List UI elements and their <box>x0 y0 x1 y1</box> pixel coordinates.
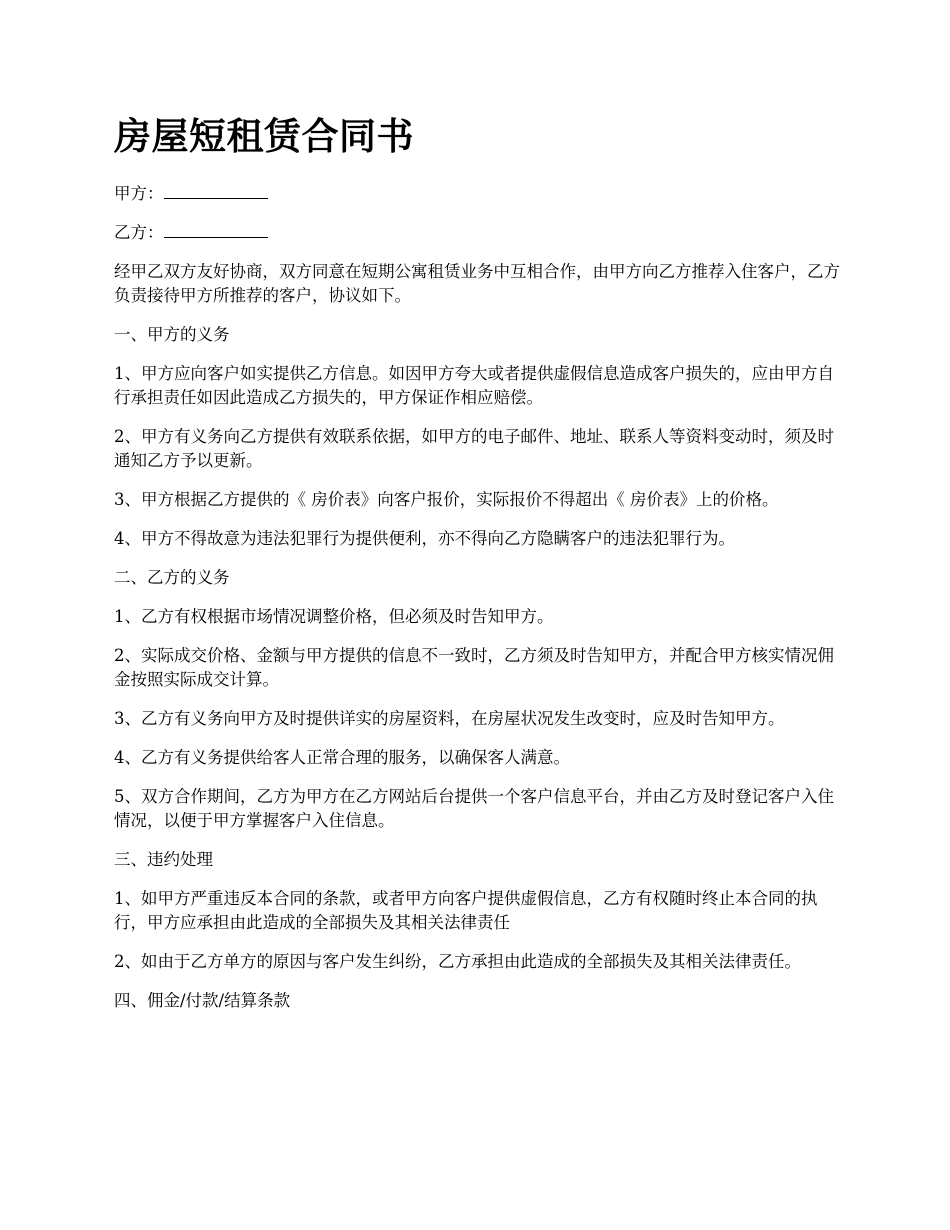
party-a-line <box>114 182 842 206</box>
party-b-label: 乙方： <box>114 223 164 242</box>
clause: 3、乙方有义务向甲方及时提供详实的房屋资料，在房屋状况发生改变时，应及时告知甲方。 <box>114 709 785 728</box>
clause: 2、实际成交价格、金额与甲方提供的信息不一致时，乙方须及时告知甲方，并配合甲方核实情况佣金按照实际成交计算。 <box>114 646 834 689</box>
clause: 5、双方合作期间，乙方为甲方在乙方网站后台提供一个客户信息平台，并由乙方及时登记客户入住情况，以便于甲方掌握客户入住信息。 <box>114 787 834 830</box>
party-b-blank <box>164 221 268 238</box>
clause: 3、甲方根据乙方提供的《 房价表》向客户报价，实际报价不得超出《 房价表》上的价格。 <box>114 490 779 509</box>
clause: 2、如由于乙方单方的原因与客户发生纠纷，乙方承担由此造成的全部损失及其相关法律责任。 <box>114 952 801 971</box>
clause: 4、乙方有义务提供给客人正常合理的服务，以确保客人满意。 <box>114 748 570 767</box>
section-heading: 二、乙方的义务 <box>114 568 230 587</box>
party-b-line <box>114 221 842 245</box>
clause: 1、乙方有权根据市场情况调整价格，但必须及时告知甲方。 <box>114 607 554 626</box>
party-a-label: 甲方： <box>114 184 164 203</box>
section-heading: 一、甲方的义务 <box>114 325 230 344</box>
document-title: 房屋短租赁合同书 <box>114 114 414 158</box>
clause: 4、甲方不得故意为违法犯罪行为提供便利，亦不得向乙方隐瞒客户的违法犯罪行为。 <box>114 529 735 548</box>
intro-paragraph: 经甲乙双方友好协商，双方同意在短期公寓租赁业务中互相合作，由甲方向乙方推荐入住客户，乙方负责接待甲方所推荐的客户，协议如下。 <box>114 262 840 305</box>
clause: 2、甲方有义务向乙方提供有效联系依据，如甲方的电子邮件、地址、联系人等资料变动时，须及时通知乙方予以更新。 <box>114 427 834 470</box>
party-a-blank <box>164 182 268 199</box>
clause: 1、甲方应向客户如实提供乙方信息。如因甲方夸大或者提供虚假信息造成客户损失的，应由甲方自行承担责任如因此造成乙方损失的，甲方保证作相应赔偿。 <box>114 364 834 407</box>
clause: 1、如甲方严重违反本合同的条款，或者甲方向客户提供虚假信息，乙方有权随时终止本合同的执行，甲方应承担由此造成的全部损失及其相关法律责任 <box>114 889 818 932</box>
document-page <box>114 112 842 1028</box>
section-heading: 四、佣金/付款/结算条款 <box>114 991 291 1010</box>
section-heading: 三、违约处理 <box>114 850 213 869</box>
